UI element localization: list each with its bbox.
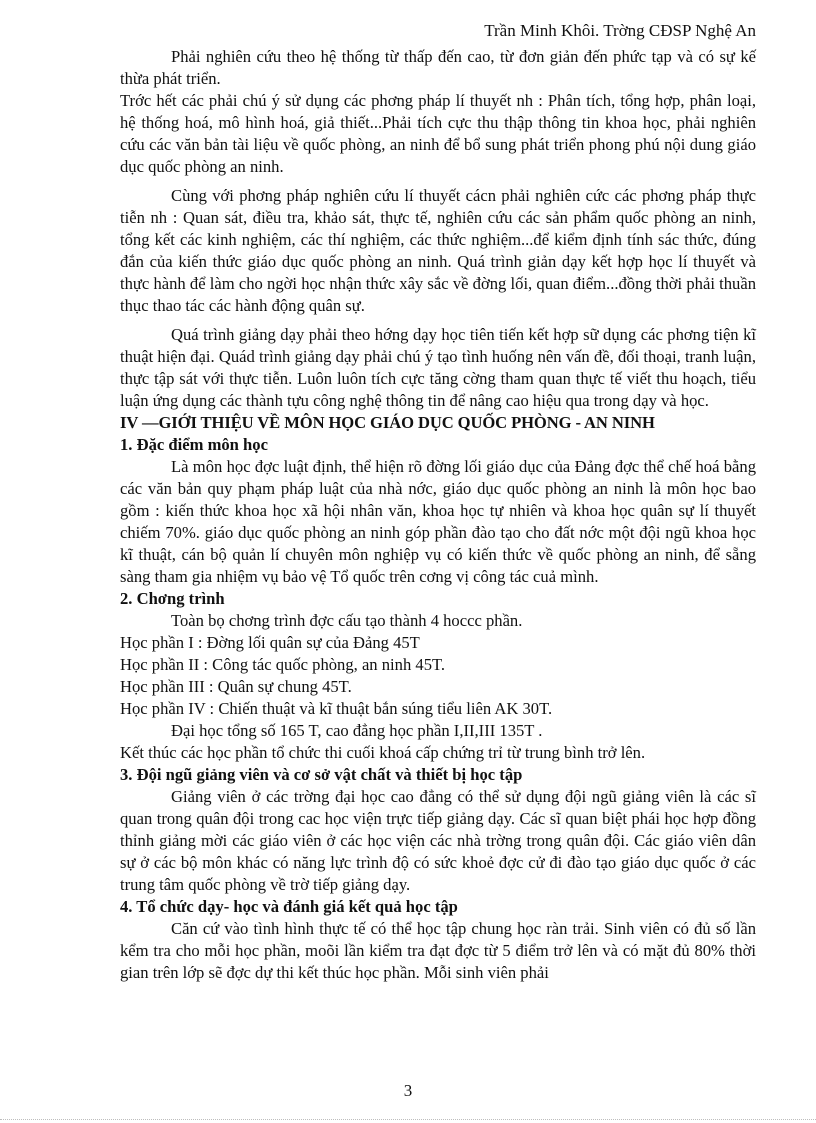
section-iv-title: IV —GIỚI THIỆU VỀ MÔN HỌC GIÁO DỤC QUỐC PHÒNG - AN NINH bbox=[120, 413, 655, 432]
page-header-author: Trần Minh Khôi. Trờng CĐSP Nghệ An bbox=[484, 21, 756, 40]
module-item-2: Học phần II : Công tác quốc phòng, an ninh 45T. bbox=[120, 655, 446, 674]
module-exam-note: Kết thúc các học phần tổ chức thi cuối khoá cấp chứng trỉ từ trung bình trở lên. bbox=[120, 743, 646, 762]
section-3-text: Giảng viên ở các trờng đại học cao đẳng có thể sử dụng đội ngũ giảng viên là các sĩ quan trong quân đội trong cac học viện trực tiếp giảng dạy. Các sĩ quan biệt phái học hợp đồng thỉnh giảng mời các giáo viên ở các học viện các nhà trờng trong quân đội. Các giáo viên dân sự ở các bộ môn khác có năng lực trình độ có sức khoẻ đợc cử đi đào tạo giáo dục quốc ở các trung tâm quốc phòng về trờ tiếp giảng dạy. bbox=[120, 787, 756, 894]
paragraph-teaching-process: Quá trình giảng dạy phải theo hớng dạy học tiên tiến kết hợp sữ dụng các phơng tiện kĩ thuật hiện đại. Quád trình giảng dạy phải chú ý tạo tình huống nên vấn đề, đối thoại, tranh luận, thực tập sát với thực tiễn. Luôn luôn tích cực tăng cờng tham quan thực tế viết thu hoạch, tiểu luận ứng dụng các thành tựu công nghệ thông tin để nâng cao hiệu qua trong dạy và học. bbox=[120, 325, 756, 410]
section-2-intro: Toàn bọ chơng trình đợc cấu tạo thành 4 hoccc phần. bbox=[171, 611, 523, 630]
module-item-3: Học phần III : Quân sự chung 45T. bbox=[120, 677, 352, 696]
paragraph-practical-methods: Cùng với phơng pháp nghiên cứu lí thuyết cácn phải nghiên cức các phơng pháp thực tiễn nh : Quan sát, điều tra, khảo sát, thực tế, nghiên cứu các sản phẩm quốc phòng an ninh, tổng kết các kinh nghiệm, các thí nghiệm, các thức nghiệm...để kiểm định tính sác thức, đúng đắn của kiến thức giáo dục quốc phòng an ninh. Quá trình giản dạy kết hợp học lí thuyết và thực hành để làm cho ngời học nhận thức xây sắc về đờng lối, quan điểm...đồng thời phải thuần thục thao tác các hành động quân sự. bbox=[120, 186, 756, 315]
page-bottom-divider bbox=[0, 1119, 816, 1120]
section-2-title: 2. Chơng trình bbox=[120, 589, 225, 608]
section-3-title: 3. Đội ngũ giảng viên và cơ sở vật chất và thiết bị học tập bbox=[120, 765, 523, 784]
section-4-title: 4. Tổ chức dạy- học và đánh giá kết quả học tập bbox=[120, 897, 458, 916]
section-1-text: Là môn học đợc luật định, thể hiện rõ đờng lối giáo dục của Đảng đợc thể chế hoá bằng các văn bản quy phạm pháp luật của nhà nớc, giáo dục quốc phòng an ninh là môn học bao gồm : kiến thức khoa học xã hội nhân văn, khoa học tự nhiên và khoa học quân sự lí thuyết chiếm 70%. giáo dục quốc phòng an ninh góp phần đào tạo cho đất nớc một đội ngũ khoa học kĩ thuật, cán bộ quản lí chuyên môn nghiệp vụ có kiến thức về quốc phòng an ninh, để sẵng sàng tham gia nhiệm vụ bảo vệ Tổ quốc trên cơng vị công tác cuả mình. bbox=[120, 457, 756, 586]
paragraph-research-hierarchy: Phải nghiên cứu theo hệ thống từ thấp đến cao, từ đơn giản đến phức tạp và có sự kế thừa phát triển. bbox=[120, 47, 756, 88]
module-item-1: Học phần I : Đờng lối quân sự của Đảng 45T bbox=[120, 633, 420, 652]
document-body bbox=[120, 46, 756, 984]
section-4-text: Căn cứ vào tình hình thực tế có thể học tập chung học ràn trải. Sinh viên có đủ số lần kểm tra cho mỗi học phần, moõi lần kiểm tra đạt đợc từ 5 điểm trở lên và có mặt đủ 80% thời gian trên lớp sẽ đợc dự thi kết thúc học phần. Mỗi sinh viên phải bbox=[120, 919, 756, 982]
module-summary: Đại học tổng số 165 T, cao đẳng học phần I,II,III 135T . bbox=[171, 721, 543, 740]
module-item-4: Học phần IV : Chiến thuật và kĩ thuật bắn súng tiểu liên AK 30T. bbox=[120, 699, 553, 718]
section-1-title: 1. Đặc điểm môn học bbox=[120, 435, 268, 454]
paragraph-theory-methods: Trớc hết các phải chú ý sử dụng các phơng pháp lí thuyết nh : Phân tích, tổng hợp, phân loại, hệ thống hoá, mô hình hoá, giả thiết...Phải tích cực thu thập thông tin khoa học, phải nghiên cứu các văn bản tài liệu về quốc phòng, an ninh để bổ sung phát triển phong phú nội dung giáo dục quốc phòng an ninh. bbox=[120, 91, 756, 176]
page-number: 3 bbox=[403, 1081, 413, 1100]
